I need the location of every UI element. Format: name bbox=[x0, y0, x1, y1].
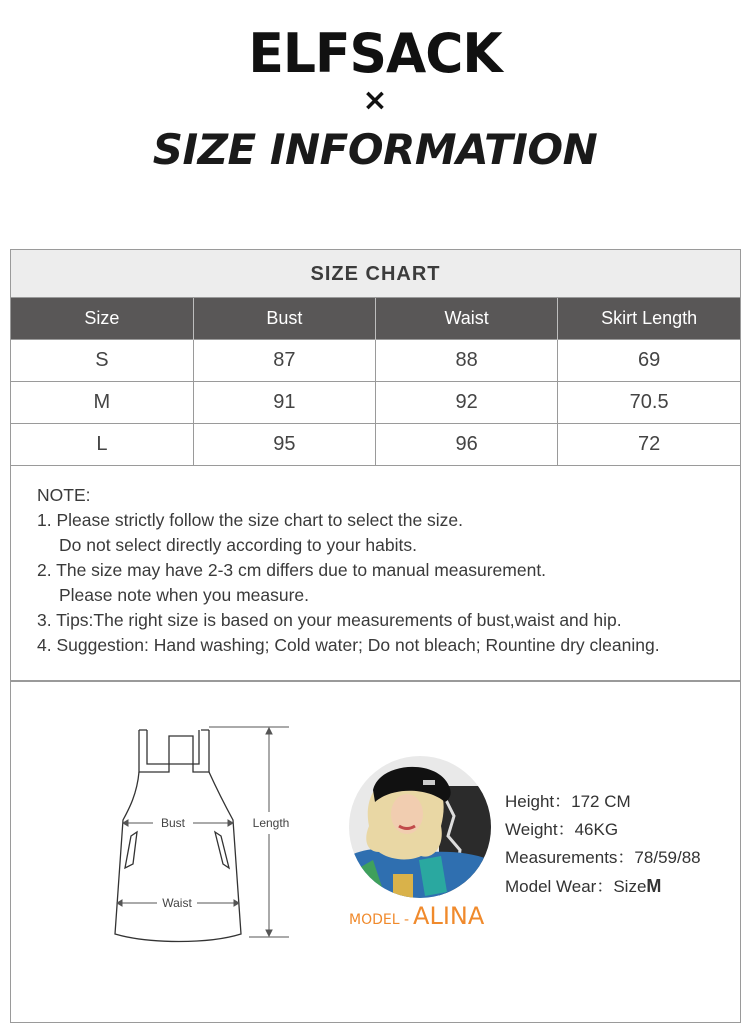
model-name-prefix: MODEL - bbox=[349, 912, 410, 928]
column-header-size: Size bbox=[11, 298, 193, 339]
bust-label: Bust bbox=[160, 816, 186, 830]
table-cell: 96 bbox=[376, 423, 558, 465]
length-label: Length bbox=[252, 816, 290, 830]
model-stats bbox=[505, 788, 701, 901]
table-cell: 95 bbox=[193, 423, 375, 465]
table-header-row bbox=[11, 298, 740, 339]
note-line: Please note when you measure. bbox=[59, 585, 310, 605]
model-wear-size: M bbox=[646, 876, 662, 896]
notes-heading: NOTE: bbox=[37, 485, 91, 505]
model-photo bbox=[349, 756, 491, 898]
note-line: 1. Please strictly follow the size chart to select the size. bbox=[37, 510, 464, 530]
model-section bbox=[10, 681, 741, 1023]
table-cell: 70.5 bbox=[558, 381, 740, 423]
brand-header bbox=[0, 24, 750, 176]
garment-diagram bbox=[109, 724, 325, 948]
notes-section bbox=[10, 465, 741, 681]
page-title: SIZE INFORMATION bbox=[152, 125, 598, 174]
table-cell: 72 bbox=[558, 423, 740, 465]
table-row bbox=[11, 339, 740, 381]
brand-logo-text: ELFSACK bbox=[248, 22, 502, 86]
size-table bbox=[11, 298, 740, 465]
model-height: Height：172 CM bbox=[505, 792, 631, 811]
column-header-bust: Bust bbox=[193, 298, 375, 339]
brand-cross: × bbox=[362, 83, 388, 118]
table-cell: L bbox=[11, 423, 193, 465]
waist-label: Waist bbox=[162, 896, 192, 910]
model-measurements: Measurements：78/59/88 bbox=[505, 848, 701, 867]
note-line: 3. Tips:The right size is based on your measurements of bust,waist and hip. bbox=[37, 610, 622, 630]
pocket-left bbox=[125, 832, 137, 868]
model-wear-label: Model Wear：Size bbox=[505, 877, 647, 896]
table-cell: 69 bbox=[558, 339, 740, 381]
brand-logo bbox=[248, 23, 501, 86]
table-cell: 87 bbox=[193, 339, 375, 381]
note-line: Do not select directly according to your habits. bbox=[59, 535, 417, 555]
table-cell: 91 bbox=[193, 381, 375, 423]
model-avatar bbox=[349, 756, 491, 898]
model-name bbox=[349, 902, 484, 930]
table-row bbox=[11, 381, 740, 423]
model-wear bbox=[505, 872, 701, 901]
model-name-text: ALINA bbox=[413, 902, 485, 930]
pocket-right bbox=[215, 832, 229, 868]
table-cell: M bbox=[11, 381, 193, 423]
table-cell: 88 bbox=[376, 339, 558, 381]
note-line: 4. Suggestion: Hand washing; Cold water; Do not bleach; Rountine dry cleaning. bbox=[37, 635, 660, 655]
table-cell: S bbox=[11, 339, 193, 381]
table-row bbox=[11, 423, 740, 465]
column-header-skirt-length: Skirt Length bbox=[558, 298, 740, 339]
model-weight: Weight：46KG bbox=[505, 820, 619, 839]
note-line: 2. The size may have 2-3 cm differs due to manual measurement. bbox=[37, 560, 547, 580]
size-chart bbox=[10, 249, 741, 466]
size-chart-title: SIZE CHART bbox=[11, 250, 740, 298]
column-header-waist: Waist bbox=[376, 298, 558, 339]
table-cell: 92 bbox=[376, 381, 558, 423]
